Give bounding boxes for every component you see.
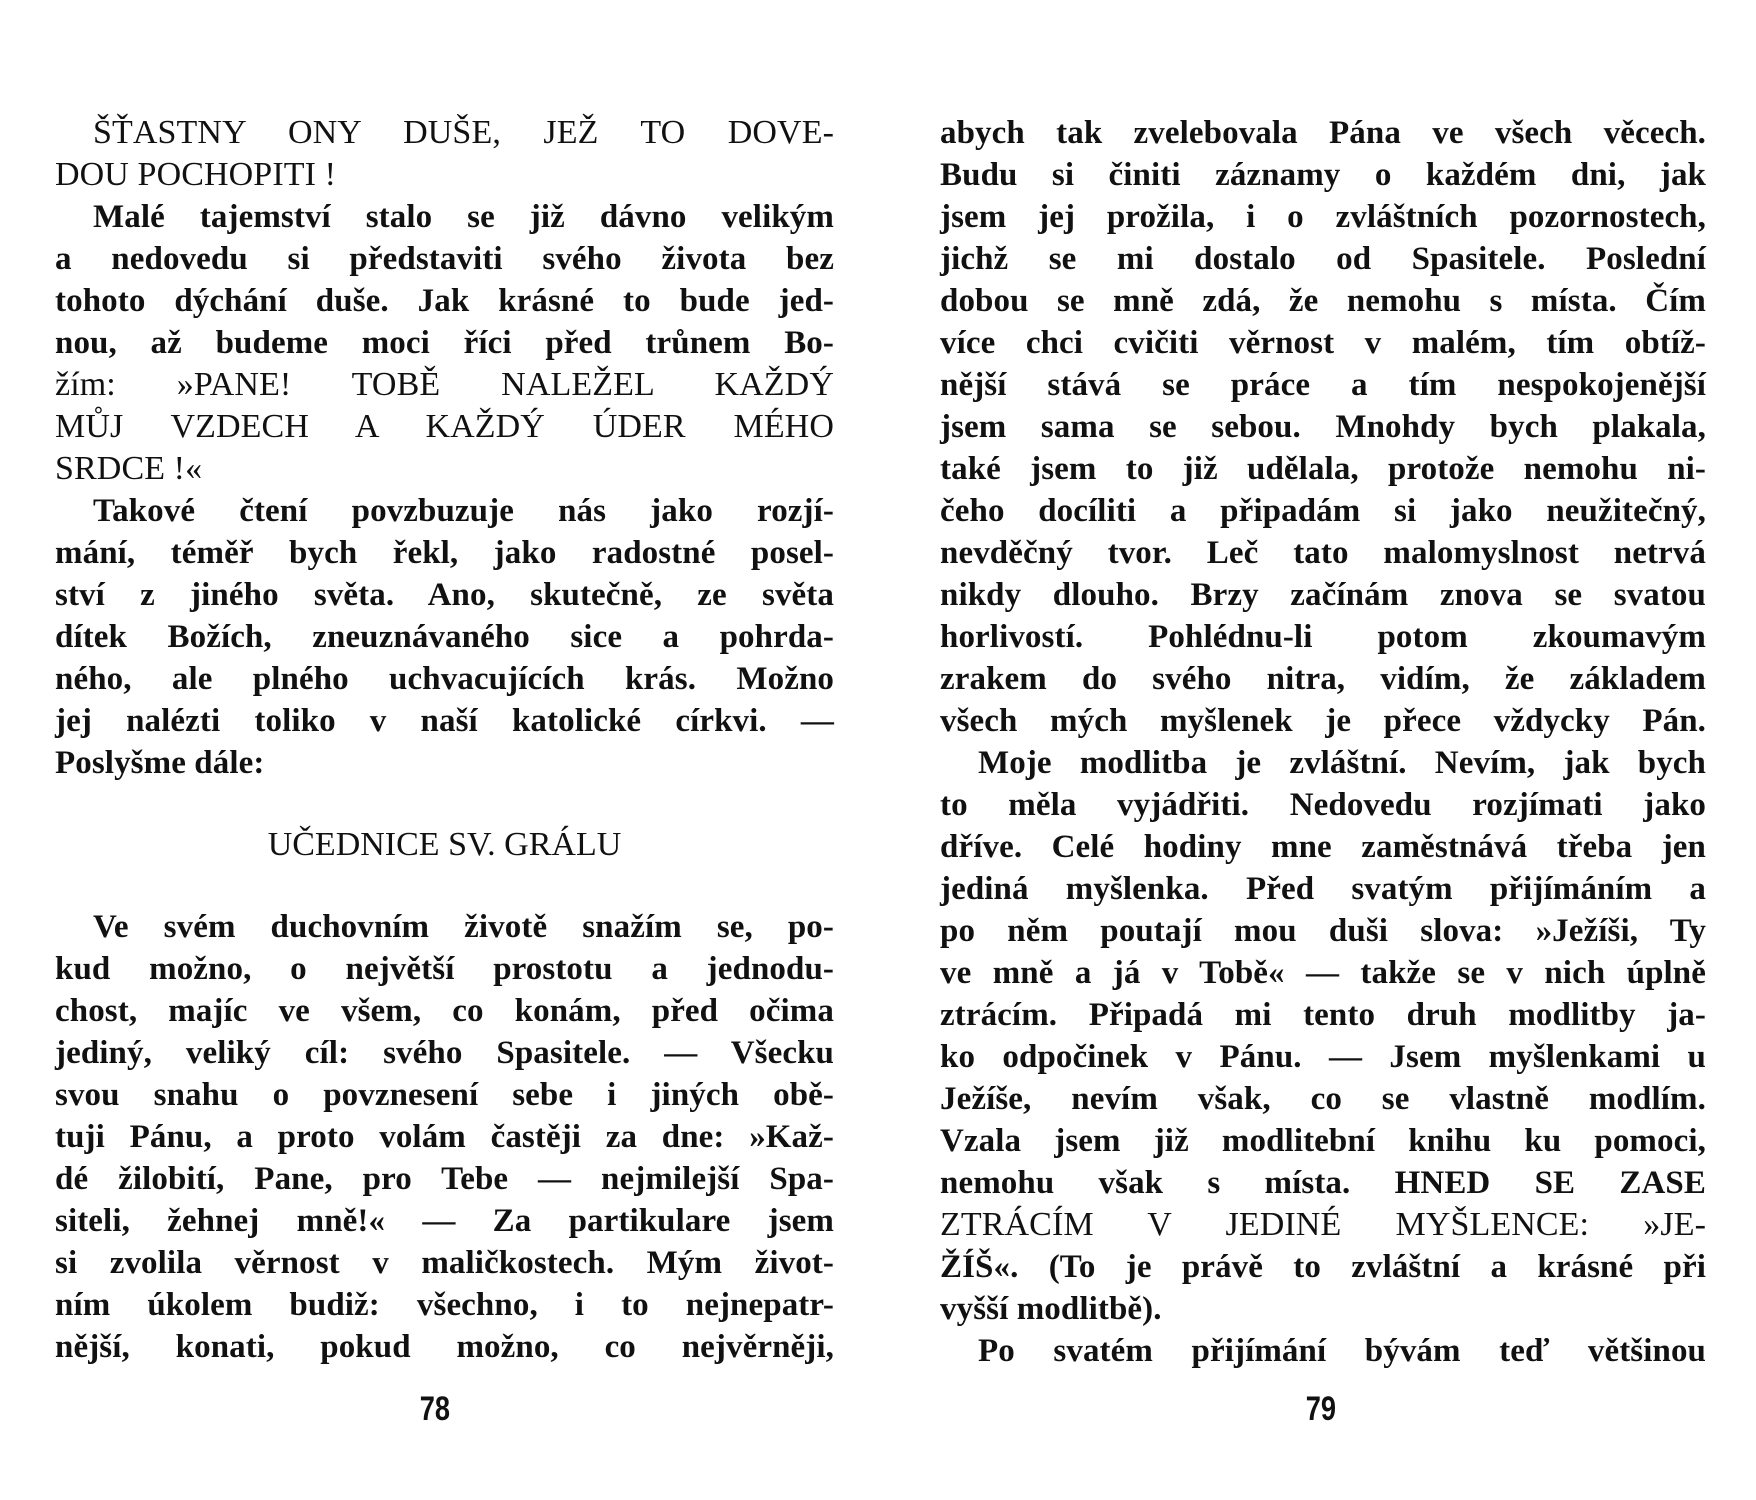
text-line: žím: »PANE! TOBĚ NALEŽEL KAŽDÝ	[55, 366, 834, 403]
text-line: Malé tajemství stalo se již dávno velikým	[93, 199, 834, 235]
text-line: tuji Pánu, a proto volám častěji za dne: »Kaž-	[55, 1119, 834, 1155]
text-line: dítek Božích, zneuznávaného sice a pohrda-	[55, 619, 834, 655]
text-line: ného, ale plného uchvacujících krás. Možno	[55, 661, 834, 697]
text-line: zrakem do svého nitra, vidím, že základem	[940, 661, 1706, 697]
text-line: ko odpočinek v Pánu. — Jsem myšlenkami u	[940, 1039, 1706, 1075]
text-line: Po svatém přijímání bývám teď většinou	[978, 1333, 1706, 1369]
text-line: ŽÍŠ«. (To je právě to zvláštní a krásné při	[940, 1249, 1706, 1285]
text-line: mání, téměř bych řekl, jako radostné posel-	[55, 535, 834, 571]
text-line: jej nalézti toliko v naší katolické církvi. —	[55, 703, 834, 739]
text-line: a nedovedu si představiti svého života bez	[55, 241, 834, 277]
text-line: si zvolila věrnost v maličkostech. Mým život-	[55, 1245, 834, 1281]
text-line: všech mých myšlenek je přece vždycky Pán.	[940, 703, 1706, 739]
text-line: nevděčný tvor. Leč tato malomyslnost netrvá	[940, 535, 1706, 571]
text-line: DOU POCHOPITI !	[55, 156, 337, 193]
text-line: Ježíše, nevím však, co se vlastně modlím.	[940, 1081, 1706, 1117]
page-number-right: 79	[1305, 1390, 1337, 1428]
text-line: siteli, žehnej mně!« — Za partikulare jsem	[55, 1203, 834, 1239]
text-line: jsem sama se sebou. Mnohdy bych plakala,	[940, 409, 1706, 445]
text-line: jediný, veliký cíl: svého Spasitele. — Všecku	[55, 1035, 834, 1071]
left-page-text-block-2	[55, 906, 834, 1368]
text-line: více chci cvičiti věrnost v malém, tím obtíž-	[940, 325, 1706, 361]
text-line: chost, majíc ve všem, co konám, před očima	[55, 993, 834, 1029]
text-line: nemohu však s místa. HNED SE ZASE	[940, 1165, 1706, 1201]
right-page-text-block	[940, 112, 1706, 1372]
text-line: horlivostí. Pohlédnu-li potom zkoumavým	[940, 619, 1706, 655]
text-line: SRDCE !«	[55, 450, 203, 487]
text-line: ztrácím. Připadá mi tento druh modlitby ja-	[940, 997, 1706, 1033]
text-line: nou, až budeme moci říci před trůnem Bo-	[55, 325, 834, 361]
text-line: jichž se mi dostalo od Spasitele. Poslední	[940, 241, 1706, 277]
text-line: MŮJ VZDECH A KAŽDÝ ÚDER MÉHO	[55, 408, 834, 445]
text-line: tohoto dýchání duše. Jak krásné to bude jed-	[55, 283, 834, 319]
text-line: Ve svém duchovním životě snažím se, po-	[93, 909, 834, 945]
right-page	[940, 112, 1706, 1372]
text-line: také jsem to již udělala, protože nemohu ni-	[940, 451, 1706, 487]
text-line: ním úkolem budiž: všechno, i to nejnepatr-	[55, 1287, 834, 1323]
text-line: jediná myšlenka. Před svatým přijímáním a	[940, 871, 1706, 907]
text-line: Takové čtení povzbuzuje nás jako rozjí-	[93, 493, 834, 529]
text-line: ŠŤASTNY ONY DUŠE, JEŽ TO DOVE-	[93, 114, 834, 151]
text-line: dříve. Celé hodiny mne zaměstnává třeba jen	[940, 829, 1706, 865]
text-line: dobou se mně zdá, že nemohu s místa. Čím	[940, 283, 1706, 319]
text-line: nější stává se práce a tím nespokojenější	[940, 367, 1706, 403]
text-line: Poslyšme dále:	[55, 745, 265, 781]
text-line: svou snahu o povznesení sebe i jiných obě-	[55, 1077, 834, 1113]
text-line: Budu si činiti záznamy o každém dni, jak	[940, 157, 1706, 193]
text-line: jsem jej prožila, i o zvláštních pozornostech,	[940, 199, 1706, 235]
text-line: ství z jiného světa. Ano, skutečně, ze světa	[55, 577, 834, 613]
text-line: kud možno, o největší prostotu a jednodu-	[55, 951, 834, 987]
left-page-text-block-1	[55, 112, 834, 784]
text-line: dé žilobití, Pane, pro Tebe — nejmilejší Spa-	[55, 1161, 834, 1197]
text-line: čeho docíliti a připadám si jako neužitečný,	[940, 493, 1706, 529]
text-line: nikdy dlouho. Brzy začínám znova se svatou	[940, 577, 1706, 613]
text-line: nější, konati, pokud možno, co nejvěrněji,	[55, 1329, 834, 1365]
text-line: po něm poutají mou duši slova: »Ježíši, Ty	[940, 913, 1706, 949]
left-page	[55, 112, 834, 1368]
page-number-left: 78	[419, 1390, 451, 1428]
text-line: abych tak zvelebovala Pána ve všech věcech.	[940, 115, 1706, 151]
text-line: vyšší modlitbě).	[940, 1291, 1162, 1327]
text-line: ve mně a já v Tobě« — takže se v nich úplně	[940, 955, 1706, 991]
text-line: to měla vyjádřiti. Nedovedu rozjímati jako	[940, 787, 1706, 823]
text-line: ZTRÁCÍM V JEDINÉ MYŠLENCE: »JE-	[940, 1206, 1706, 1243]
text-line: Moje modlitba je zvláštní. Nevím, jak bych	[978, 745, 1706, 781]
section-heading: UČEDNICE SV. GRÁLU	[267, 826, 622, 863]
text-line: Vzala jsem již modlitební knihu ku pomoci,	[940, 1123, 1706, 1159]
